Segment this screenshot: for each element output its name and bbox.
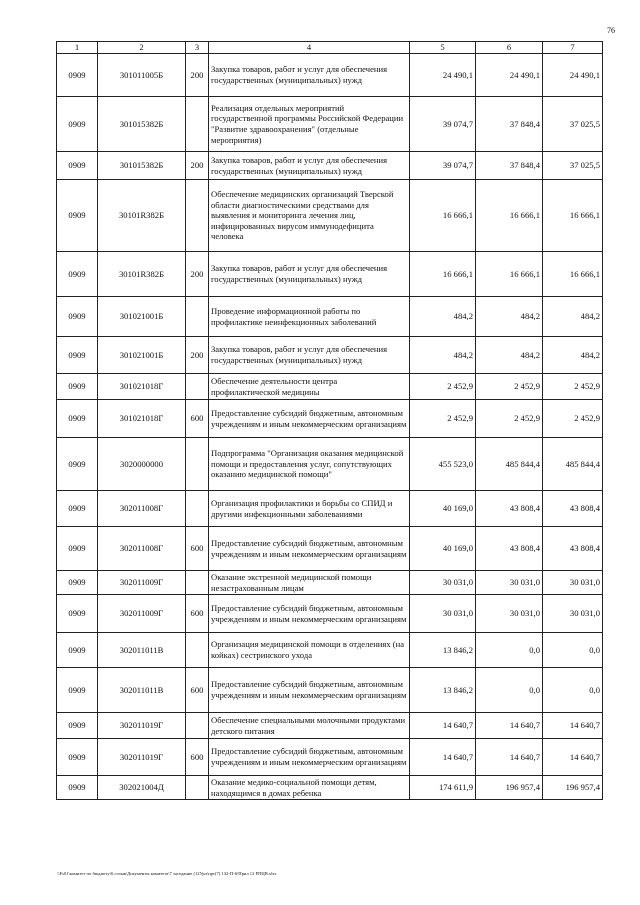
cell-amount-7: 30 031,0 <box>543 571 603 595</box>
cell-code: 301015382Б <box>98 152 186 180</box>
cell-code: 30101R382Б <box>98 180 186 252</box>
cell-name: Закупка товаров, работ и услуг для обеспечения государственных (муниципальных) нужд <box>209 252 410 297</box>
col-header-1: 1 <box>57 42 98 54</box>
table-row <box>57 527 603 571</box>
cell-name: Обеспечение деятельности центра профилактической медицины <box>209 374 410 400</box>
cell-section: 0909 <box>57 776 98 800</box>
cell-expense-type: 600 <box>186 527 209 571</box>
cell-name: Оказание экстренной медицинской помощи незастрахованным лицам <box>209 571 410 595</box>
cell-code: 302011019Г <box>98 713 186 739</box>
table-row <box>57 337 603 374</box>
col-header-5: 5 <box>410 42 476 54</box>
budget-table <box>56 41 603 800</box>
cell-amount-5: 40 169,0 <box>410 491 476 527</box>
table-row <box>57 374 603 400</box>
cell-amount-5: 14 640,7 <box>410 713 476 739</box>
cell-section: 0909 <box>57 152 98 180</box>
cell-code: 302011009Г <box>98 571 186 595</box>
cell-expense-type: 200 <box>186 252 209 297</box>
cell-expense-type <box>186 180 209 252</box>
cell-expense-type: 600 <box>186 739 209 776</box>
cell-section: 0909 <box>57 491 98 527</box>
cell-amount-7: 14 640,7 <box>543 713 603 739</box>
cell-amount-5: 39 074,7 <box>410 152 476 180</box>
cell-amount-7: 196 957,4 <box>543 776 603 800</box>
cell-amount-6: 30 031,0 <box>476 571 543 595</box>
cell-amount-6: 37 848,4 <box>476 152 543 180</box>
cell-amount-7: 484,2 <box>543 337 603 374</box>
cell-section: 0909 <box>57 297 98 337</box>
cell-amount-5: 174 611,9 <box>410 776 476 800</box>
cell-amount-5: 16 666,1 <box>410 180 476 252</box>
cell-amount-5: 39 074,7 <box>410 97 476 152</box>
cell-code: 301021001Б <box>98 297 186 337</box>
cell-amount-5: 2 452,9 <box>410 374 476 400</box>
cell-amount-7: 16 666,1 <box>543 252 603 297</box>
cell-name: Организация профилактики и борьбы со СПИД и другими инфекционными заболеваниями <box>209 491 410 527</box>
cell-amount-6: 484,2 <box>476 337 543 374</box>
cell-code: 302011011В <box>98 668 186 713</box>
cell-amount-6: 30 031,0 <box>476 595 543 633</box>
cell-amount-6: 196 957,4 <box>476 776 543 800</box>
cell-expense-type: 200 <box>186 54 209 97</box>
cell-name: Закупка товаров, работ и услуг для обеспечения государственных (муниципальных) нужд <box>209 54 410 97</box>
col-header-7: 7 <box>543 42 603 54</box>
cell-code: 301021018Г <box>98 400 186 438</box>
cell-section: 0909 <box>57 438 98 491</box>
cell-amount-5: 30 031,0 <box>410 571 476 595</box>
cell-name: Закупка товаров, работ и услуг для обеспечения государственных (муниципальных) нужд <box>209 152 410 180</box>
col-header-3: 3 <box>186 42 209 54</box>
page-number: 76 <box>607 26 615 35</box>
cell-section: 0909 <box>57 571 98 595</box>
cell-name: Обеспечение специальными молочными продуктами детского питания <box>209 713 410 739</box>
cell-section: 0909 <box>57 97 98 152</box>
table-row <box>57 297 603 337</box>
cell-amount-5: 455 523,0 <box>410 438 476 491</box>
table-row <box>57 152 603 180</box>
table-row <box>57 668 603 713</box>
table-row <box>57 491 603 527</box>
table-row <box>57 713 603 739</box>
cell-amount-6: 24 490,1 <box>476 54 543 97</box>
table-row <box>57 252 603 297</box>
cell-amount-7: 30 031,0 <box>543 595 603 633</box>
cell-amount-5: 24 490,1 <box>410 54 476 97</box>
table-row <box>57 97 603 152</box>
cell-expense-type <box>186 374 209 400</box>
cell-amount-6: 16 666,1 <box>476 180 543 252</box>
cell-section: 0909 <box>57 595 98 633</box>
cell-section: 0909 <box>57 54 98 97</box>
cell-amount-6: 484,2 <box>476 297 543 337</box>
cell-expense-type <box>186 713 209 739</box>
cell-amount-6: 37 848,4 <box>476 97 543 152</box>
cell-expense-type <box>186 97 209 152</box>
cell-section: 0909 <box>57 400 98 438</box>
col-header-6: 6 <box>476 42 543 54</box>
cell-expense-type <box>186 297 209 337</box>
cell-amount-7: 485 844,4 <box>543 438 603 491</box>
cell-amount-5: 30 031,0 <box>410 595 476 633</box>
table-row <box>57 400 603 438</box>
cell-code: 302011008Г <box>98 491 186 527</box>
cell-expense-type: 600 <box>186 400 209 438</box>
cell-amount-7: 37 025,5 <box>543 152 603 180</box>
cell-amount-5: 14 640,7 <box>410 739 476 776</box>
cell-amount-7: 2 452,9 <box>543 374 603 400</box>
table-row <box>57 739 603 776</box>
cell-section: 0909 <box>57 252 98 297</box>
cell-amount-7: 43 808,4 <box>543 491 603 527</box>
header-row <box>57 42 603 54</box>
cell-amount-7: 0,0 <box>543 633 603 668</box>
cell-code: 302011009Г <box>98 595 186 633</box>
cell-amount-6: 2 452,9 <box>476 400 543 438</box>
cell-expense-type: 600 <box>186 595 209 633</box>
cell-name: Проведение информационной работы по профилактике неинфекционных заболеваний <box>209 297 410 337</box>
cell-expense-type <box>186 491 209 527</box>
cell-name: Реализация отдельных мероприятий государственной программы Российской Федерации "Развитие здравоохранения" (отдельные мероприятия) <box>209 97 410 152</box>
cell-name: Предоставление субсидий бюджетным, автономным учреждениям и иным некоммерческим организациям <box>209 668 410 713</box>
cell-amount-5: 40 169,0 <box>410 527 476 571</box>
cell-code: 302011019Г <box>98 739 186 776</box>
cell-code: 3020000000 <box>98 438 186 491</box>
table-row <box>57 438 603 491</box>
cell-section: 0909 <box>57 668 98 713</box>
cell-amount-5: 484,2 <box>410 337 476 374</box>
cell-amount-5: 16 666,1 <box>410 252 476 297</box>
cell-name: Закупка товаров, работ и услуг для обеспечения государственных (муниципальных) нужд <box>209 337 410 374</box>
cell-section: 0909 <box>57 713 98 739</box>
cell-name: Предоставление субсидий бюджетным, автономным учреждениям и иным некоммерческим организациям <box>209 595 410 633</box>
cell-amount-7: 24 490,1 <box>543 54 603 97</box>
cell-section: 0909 <box>57 337 98 374</box>
cell-code: 301021018Г <box>98 374 186 400</box>
cell-amount-7: 37 025,5 <box>543 97 603 152</box>
table-row <box>57 54 603 97</box>
table-row <box>57 180 603 252</box>
cell-amount-6: 485 844,4 <box>476 438 543 491</box>
cell-expense-type <box>186 571 209 595</box>
cell-amount-7: 14 640,7 <box>543 739 603 776</box>
table-body <box>57 54 603 800</box>
cell-expense-type <box>186 633 209 668</box>
cell-amount-6: 2 452,9 <box>476 374 543 400</box>
table-row <box>57 595 603 633</box>
table-row <box>57 571 603 595</box>
cell-amount-7: 43 808,4 <box>543 527 603 571</box>
cell-amount-5: 484,2 <box>410 297 476 337</box>
cell-name: Организация медицинской помощи в отделениях (на койках) сестринского ухода <box>209 633 410 668</box>
cell-section: 0909 <box>57 633 98 668</box>
cell-amount-6: 14 640,7 <box>476 739 543 776</box>
col-header-4: 4 <box>209 42 410 54</box>
table-row <box>57 776 603 800</box>
cell-expense-type: 600 <box>186 668 209 713</box>
cell-amount-6: 43 808,4 <box>476 491 543 527</box>
cell-code: 302011008Г <box>98 527 186 571</box>
cell-code: 302011011В <box>98 633 186 668</box>
cell-name: Подпрограмма "Организация оказания медицинской помощи и предоставления услуг, сопутствующих оказанию медицинской помощи" <box>209 438 410 491</box>
cell-amount-6: 14 640,7 <box>476 713 543 739</box>
cell-amount-6: 0,0 <box>476 633 543 668</box>
cell-section: 0909 <box>57 374 98 400</box>
cell-code: 302021004Д <box>98 776 186 800</box>
cell-code: 301021001Б <box>98 337 186 374</box>
cell-expense-type <box>186 776 209 800</box>
cell-name: Оказание медико-социальной помощи детям, находящимся в домах ребенка <box>209 776 410 800</box>
cell-section: 0909 <box>57 527 98 571</box>
cell-amount-5: 13 846,2 <box>410 633 476 668</box>
cell-amount-7: 16 666,1 <box>543 180 603 252</box>
cell-expense-type: 200 <box>186 337 209 374</box>
cell-amount-6: 16 666,1 <box>476 252 543 297</box>
cell-section: 0909 <box>57 739 98 776</box>
col-header-2: 2 <box>98 42 186 54</box>
cell-name: Предоставление субсидий бюджетным, автономным учреждениям и иным некоммерческим организациям <box>209 527 410 571</box>
cell-expense-type: 200 <box>186 152 209 180</box>
cell-name: Предоставление субсидий бюджетным, автономным учреждениям и иным некоммерческим организациям <box>209 739 410 776</box>
table-row <box>57 633 603 668</box>
cell-amount-6: 43 808,4 <box>476 527 543 571</box>
cell-name: Предоставление субсидий бюджетным, автономным учреждениям и иным некоммерческим организациям <box>209 400 410 438</box>
cell-code: 301015382Б <box>98 97 186 152</box>
footer-file-path: \\Fs01\комитет по бюджету\6 созыв\Документы комитета\7 заседание (12Урл\прт(7) 132-П-6\Прил 12 РПЦВ.xlsx <box>57 871 277 876</box>
cell-amount-7: 2 452,9 <box>543 400 603 438</box>
cell-code: 301011005Б <box>98 54 186 97</box>
cell-amount-7: 0,0 <box>543 668 603 713</box>
cell-code: 30101R382Б <box>98 252 186 297</box>
cell-amount-5: 2 452,9 <box>410 400 476 438</box>
cell-amount-7: 484,2 <box>543 297 603 337</box>
cell-name: Обеспечение медицинских организаций Тверской области диагностическими средствами для выявления и мониторинга лечения лиц, инфицированных вирусом иммунодефицита человека <box>209 180 410 252</box>
cell-section: 0909 <box>57 180 98 252</box>
cell-amount-5: 13 846,2 <box>410 668 476 713</box>
cell-expense-type <box>186 438 209 491</box>
cell-amount-6: 0,0 <box>476 668 543 713</box>
